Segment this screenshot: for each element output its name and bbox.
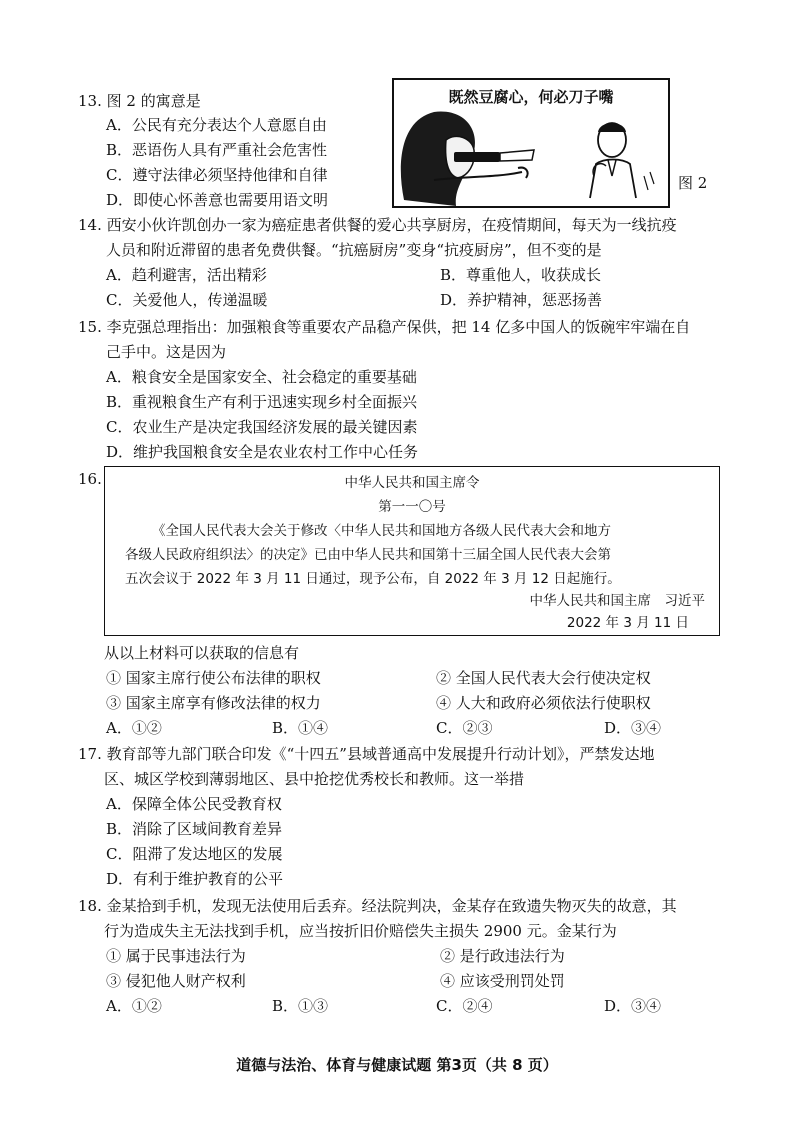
q18-choice-a: A．①②	[106, 997, 162, 1015]
q14-option-d: D．养护精神，惩恶扬善	[440, 291, 603, 309]
q16-choice-c: C．②③	[436, 719, 493, 737]
q15-stem-line1: 15. 李克强总理指出：加强粮食等重要农产品稳产保供，把 14 亿多中国人的饭碗牢牢端在自	[78, 318, 691, 336]
decree-body-line1: 《全国人民代表大会关于修改〈中华人民共和国地方各级人民代表大会和地方	[152, 523, 611, 539]
q14-stem-line2: 人员和附近滞留的患者免费供餐。“抗癌厨房”变身“抗疫厨房”，但不变的是	[106, 241, 602, 259]
q18-statement-2: ② 是行政违法行为	[440, 947, 565, 965]
q15-option-b: B．重视粮食生产有利于迅速实现乡村全面振兴	[106, 393, 418, 411]
q15-option-a: A．粮食安全是国家安全、社会稳定的重要基础	[106, 368, 417, 386]
decree-signer: 中华人民共和国主席 习近平	[529, 593, 705, 609]
cartoon-figure	[392, 78, 670, 208]
q13-option-d: D．即使心怀善意也需要用语文明	[106, 191, 329, 209]
q18-choice-b: B．①③	[272, 997, 329, 1015]
q13-option-c: C．遵守法律必须坚持他律和自律	[106, 166, 328, 184]
q16-stem: 从以上材料可以获取的信息有	[104, 644, 300, 662]
q18-choice-d: D．③④	[604, 997, 662, 1015]
q16-number: 16.	[78, 470, 102, 488]
q16-statement-3: ③ 国家主席享有修改法律的权力	[106, 694, 321, 712]
q17-option-b: B．消除了区域间教育差异	[106, 820, 283, 838]
q17-option-a: A．保障全体公民受教育权	[106, 795, 282, 813]
q16-choice-d: D．③④	[604, 719, 662, 737]
decree-body-line3: 五次会议于 2022 年 3 月 11 日通过，现予公布，自 2022 年 3 月 12 日起施行。	[125, 571, 621, 587]
cartoon-caption: 既然豆腐心，何必刀子嘴	[448, 88, 614, 106]
q18-choice-c: C．②④	[436, 997, 493, 1015]
page-footer: 道德与法治、体育与健康试题 第3页（共 8 页）	[236, 1056, 558, 1074]
q16-choice-b: B．①④	[272, 719, 329, 737]
figure-label: 图 2	[678, 174, 708, 192]
q15-option-c: C．农业生产是决定我国经济发展的最关键因素	[106, 418, 418, 436]
q14-option-a: A．趋利避害，活出精彩	[106, 266, 267, 284]
q14-stem-line1: 14. 西安小伙许凯创办一家为癌症患者供餐的爱心共享厨房，在疫情期间，每天为一线抗疫	[78, 216, 677, 234]
q13-option-a: A．公民有充分表达个人意愿自由	[106, 116, 327, 134]
decree-body-line2: 各级人民政府组织法〉的决定》已由中华人民共和国第十三届全国人民代表大会第	[125, 547, 611, 563]
q13-option-b: B．恶语伤人具有严重社会危害性	[106, 141, 328, 159]
q17-stem-line1: 17. 教育部等九部门联合印发《“十四五”县域普通高中发展提升行动计划》，严禁发达地	[78, 745, 655, 763]
q16-statement-2: ② 全国人民代表大会行使决定权	[436, 669, 651, 687]
q18-stem-line2: 行为造成失主无法找到手机，应当按折旧价赔偿失主损失 2900 元。金某行为	[104, 922, 617, 940]
decree-date: 2022 年 3 月 11 日	[566, 615, 689, 631]
decree-number: 第一一〇号	[378, 499, 446, 515]
q14-option-c: C．关爱他人，传递温暖	[106, 291, 268, 309]
q18-statement-3: ③ 侵犯他人财产权利	[106, 972, 246, 990]
cartoon-drawing	[394, 80, 668, 206]
q13-stem: 13. 图 2 的寓意是	[78, 92, 201, 110]
q16-statement-1: ① 国家主席行使公布法律的职权	[106, 669, 321, 687]
q17-stem-line2: 区、城区学校到薄弱地区、县中抢挖优秀校长和教师。这一举措	[104, 770, 525, 788]
decree-title: 中华人民共和国主席令	[344, 475, 480, 491]
q18-statement-1: ① 属于民事违法行为	[106, 947, 246, 965]
q15-option-d: D．维护我国粮食安全是农业农村工作中心任务	[106, 443, 419, 461]
q14-option-b: B．尊重他人，收获成长	[440, 266, 602, 284]
q15-stem-line2: 己手中。这是因为	[106, 343, 227, 361]
q17-option-c: C．阻滞了发达地区的发展	[106, 845, 283, 863]
q16-choice-a: A．①②	[106, 719, 162, 737]
q18-stem-line1: 18. 金某拾到手机，发现无法使用后丢弃。经法院判决，金某存在致遗失物灭失的故意，其	[78, 897, 677, 915]
presidential-decree-box	[104, 466, 720, 636]
q18-statement-4: ④ 应该受刑罚处罚	[440, 972, 565, 990]
q16-statement-4: ④ 人大和政府必须依法行使职权	[436, 694, 651, 712]
q17-option-d: D．有利于维护教育的公平	[106, 870, 284, 888]
